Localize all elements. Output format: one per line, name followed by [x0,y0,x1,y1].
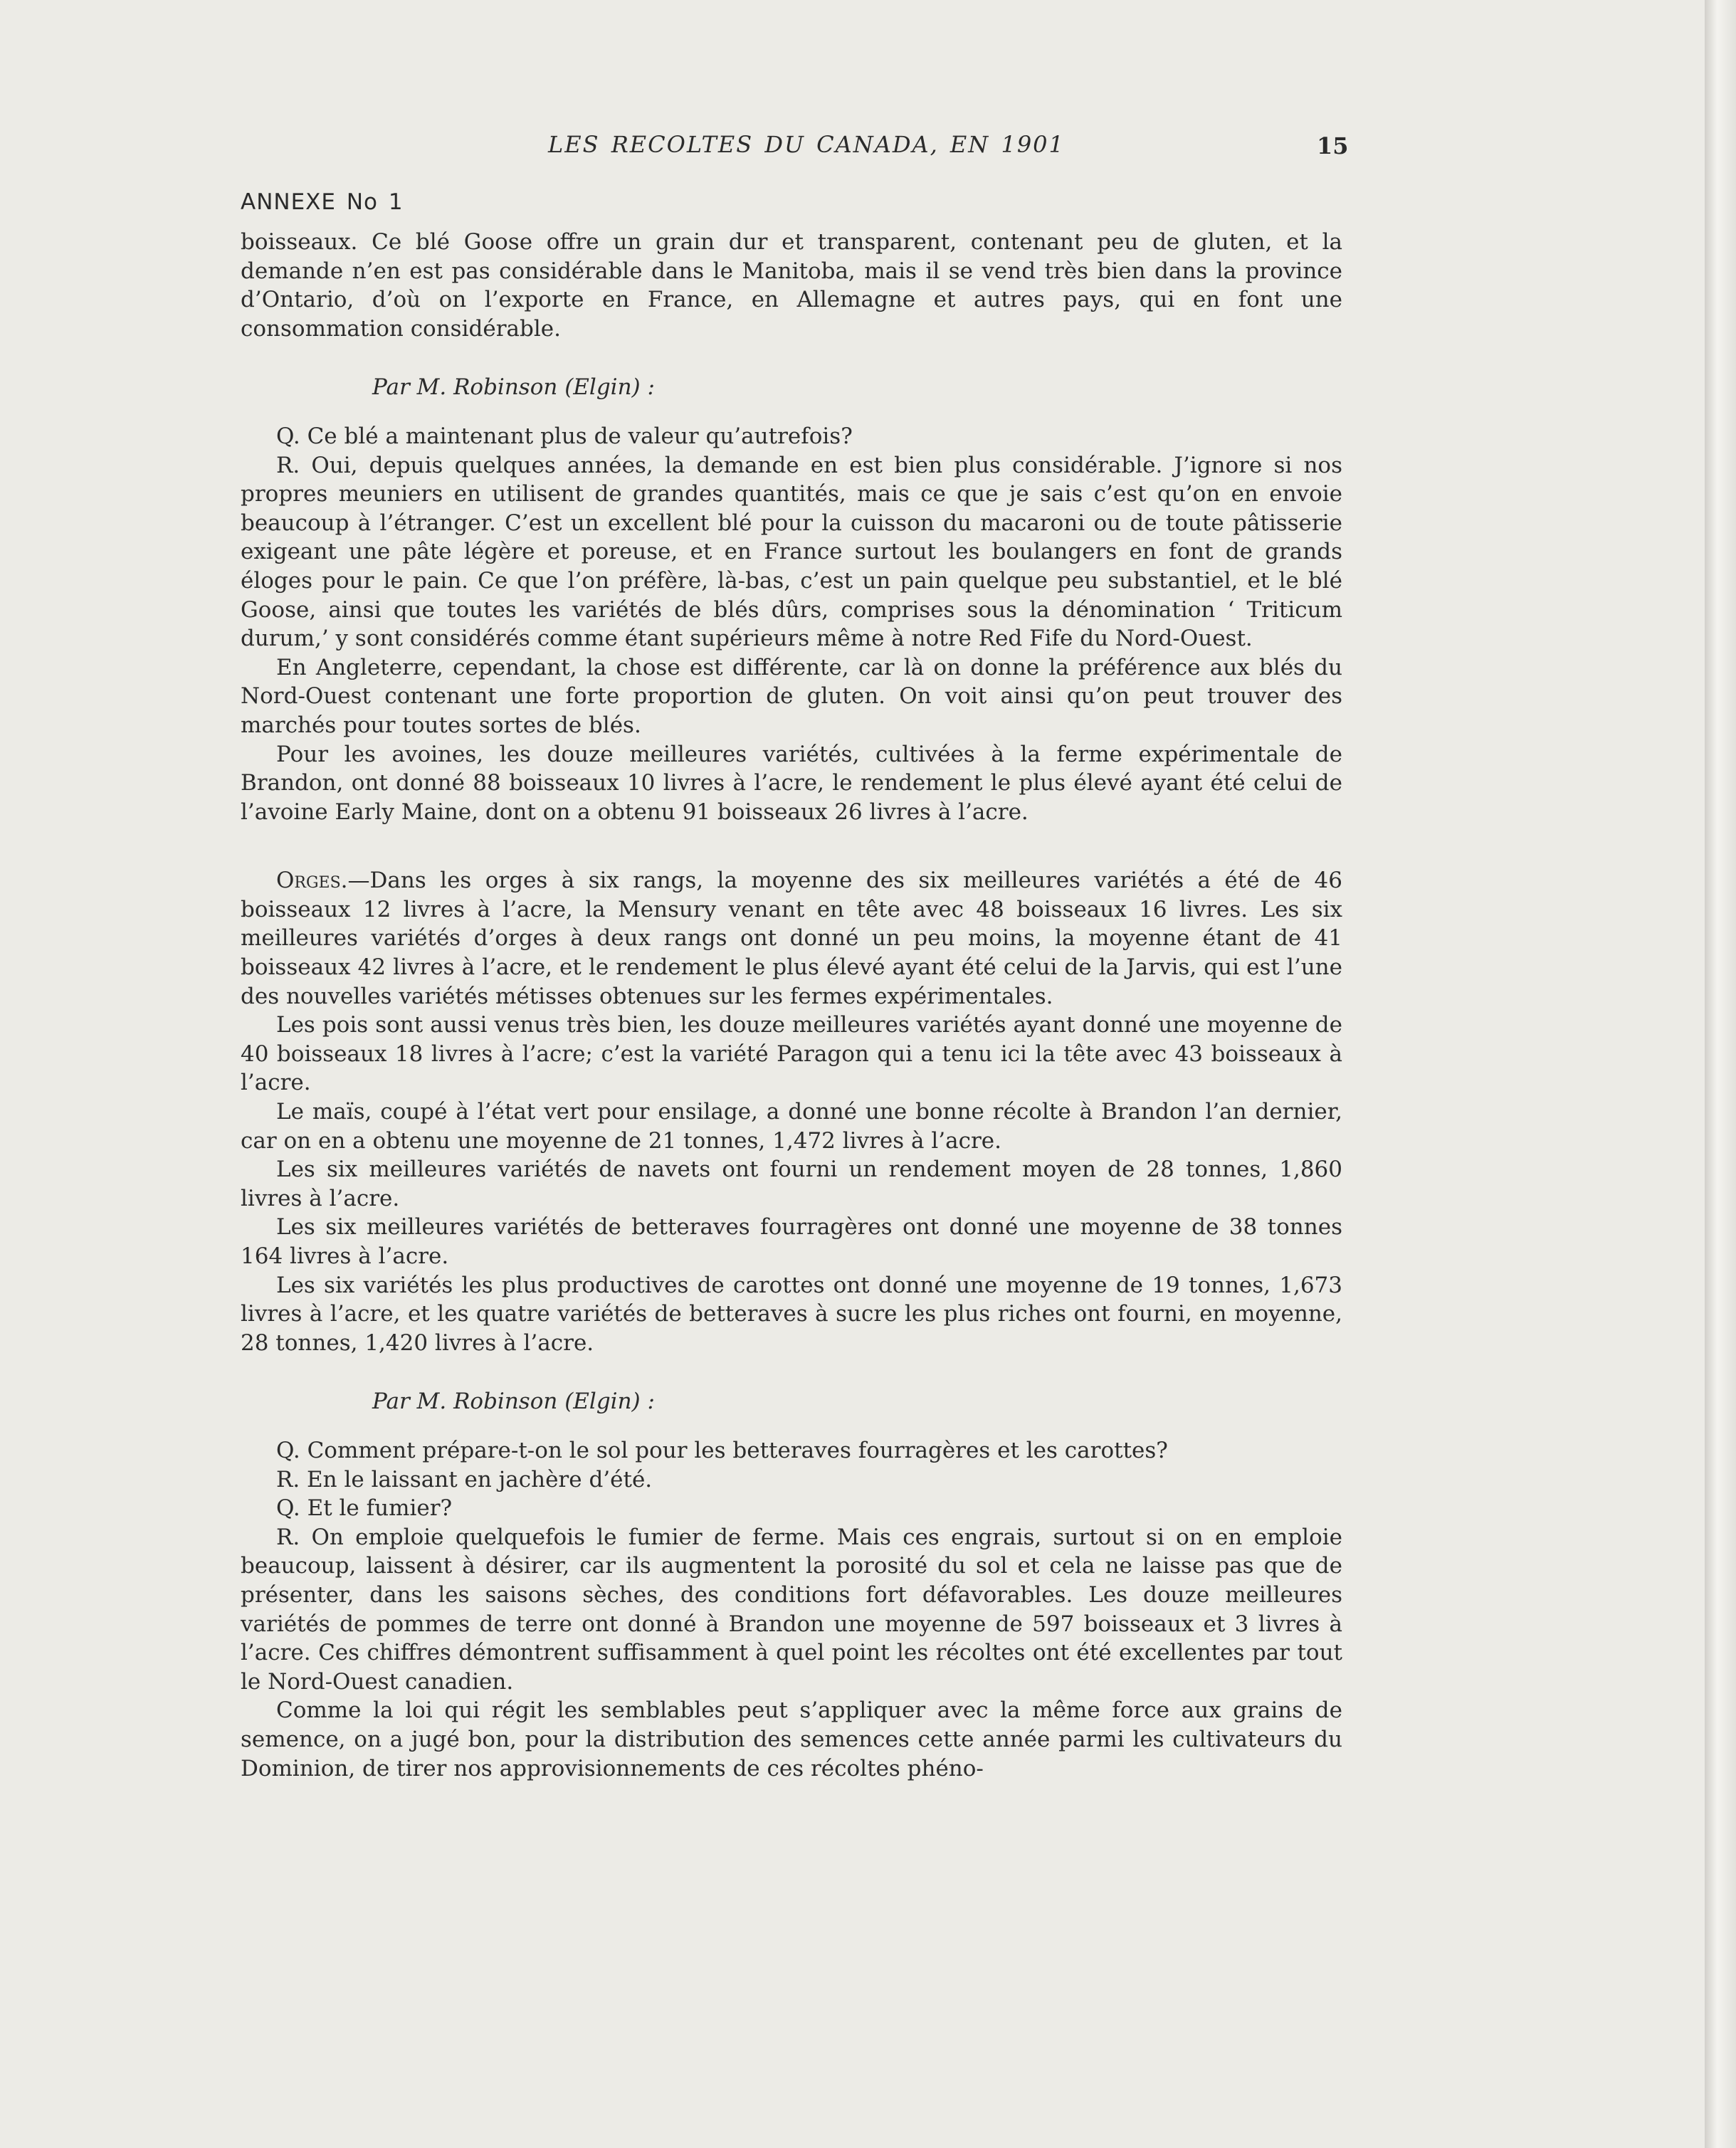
speaker-robinson-2: Par M. Robinson (Elgin) : [372,1389,655,1415]
barley-lead: Orges. [276,868,348,894]
question-soil: Q. Comment prépare-t-on le sol pour les betteraves fourragères et les carottes? [276,1437,1168,1463]
paragraph-goose-wheat: boisseaux. Ce blé Goose offre un grain dur et transparent, contenant peu de gluten, et la demande n’en est pas considérable dans le Manitoba, mais il se vend très bien dans la province d’Ontario, d’où on l’exporte en France, en Allemagne et autres pays, qui en font une consommation considérable. [241,229,1342,342]
running-header-title: LES RECOLTES DU CANADA, EN 1901 [548,131,1065,158]
question-manure: Q. Et le fumier? [276,1495,453,1522]
page-number: 15 [1317,132,1349,159]
answer-demand: R. Oui, depuis quelques années, la demande en est bien plus considérable. J’ignore si nos propres meuniers en utilisent de grandes quantités, mais ce que je sais c’est qu’on en envoie beaucoup à l’étranger. C’est un excellent blé pour la cuisson du macaroni ou de toute pâtisserie exigeant une pâte légère et poreuse, et en France surtout les boulangers en font de grands éloges pour le pain. Ce que l’on préfère, là-bas, c’est un pain quelque peu substantiel, et le blé Goose, ainsi que toutes les variétés de blés dûrs, comprises sous la dénomination ‘ Triticum durum,’ y sont considérés comme étant supérieurs même à notre Red Fife du Nord-Ouest. [241,452,1342,652]
paragraph-beets: Les six meilleures variétés de betteraves fourragères ont donné une moyenne de 38 tonnes 164 livres à l’acre. [241,1214,1342,1269]
question-value: Q. Ce blé a maintenant plus de valeur qu’autrefois? [276,423,853,449]
paragraph-carrots: Les six variétés les plus productives de carottes ont donné une moyenne de 19 tonnes, 1,673 livres à l’acre, et les quatre variétés de betteraves à sucre les plus riches ont fourni, en moyenne, 28 tonnes, 1,420 livres à l’acre. [241,1272,1342,1356]
paragraph-oats: Pour les avoines, les douze meilleures variétés, cultivées à la ferme expérimentale de Brandon, ont donné 88 boisseaux 10 livres à l’acre, le rendement le plus élevé ayant été celui de l’avoine Early Maine, dont on a obtenu 91 boisseaux 26 livres à l’acre. [241,741,1342,825]
paragraph-turnips: Les six meilleures variétés de navets ont fourni un rendement moyen de 28 tonnes, 1,860 livres à l’acre. [241,1157,1342,1211]
paragraph-peas: Les pois sont aussi venus très bien, les douze meilleures variétés ayant donné une moyenne de 40 boisseaux 18 livres à l’acre; c’est la variété Paragon qui a tenu ici la tête avec 43 boisseaux à l’acre. [241,1012,1342,1096]
speaker-robinson-1: Par M. Robinson (Elgin) : [372,374,655,401]
annex-label: ANNEXE No 1 [241,189,404,215]
paragraph-barley [241,866,1342,1011]
answer-manure: R. On emploie quelquefois le fumier de ferme. Mais ces engrais, surtout si on en emploie beaucoup, laissent à désirer, car ils augmentent la porosité du sol et cela ne laisse pas que de présenter, dans les saisons sèches, des conditions fort défavorables. Les douze meilleures variétés de pommes de terre ont donné à Brandon une moyenne de 597 boisseaux et 3 livres à l’acre. Ces chiffres démontrent suffisamment à quel point les récoltes ont été excellentes par tout le Nord-Ouest canadien. [241,1524,1342,1695]
page-edge [1705,0,1736,2148]
barley-text: —Dans les orges à six rangs, la moyenne des six meilleures variétés a été de 46 boisseaux 12 livres à l’acre, la Mensury venant en tête avec 48 boisseaux 16 livres. Les six meilleures variétés d’orges à deux rangs ont donné un peu moins, la moyenne étant de 41 boisseaux 42 livres à l’acre, et le rendement le plus élevé ayant été celui de la Jarvis, qui est l’une des nouvelles variétés métisses obtenues sur les fermes expérimentales. [241,868,1342,1009]
answer-fallow: R. En le laissant en jachère d’été. [276,1466,653,1492]
paragraph-corn: Le maïs, coupé à l’état vert pour ensilage, a donné une bonne récolte à Brandon l’an dernier, car on en a obtenu une moyenne de 21 tonnes, 1,472 livres à l’acre. [241,1099,1342,1154]
paragraph-england: En Angleterre, cependant, la chose est différente, car là on donne la préférence aux blés du Nord-Ouest contenant une forte proportion de gluten. On voit ainsi qu’on peut trouver des marchés pour toutes sortes de blés. [241,654,1342,738]
paragraph-seed-grain: Comme la loi qui régit les semblables peut s’appliquer avec la même force aux grains de semence, on a jugé bon, pour la distribution des semences cette année parmi les cultivateurs du Dominion, de tirer nos approvisionnements de ces récoltes phéno- [241,1697,1342,1781]
body-text [241,228,1342,1783]
